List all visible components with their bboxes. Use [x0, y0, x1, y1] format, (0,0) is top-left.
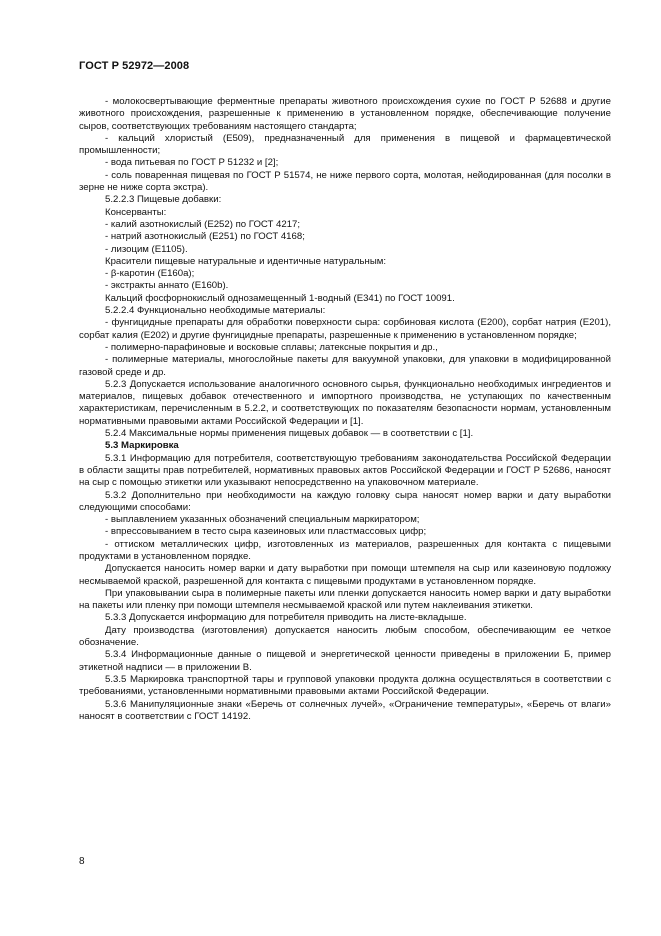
paragraph: Консерванты: — [105, 206, 167, 218]
list-item: - впрессовыванием в тесто сыра казеиновых или пластмассовых цифр; — [105, 526, 427, 538]
list-item: - выплавлением указанных обозначений специальным маркиратором; — [105, 514, 420, 526]
list-item: - калий азотнокислый (Е252) по ГОСТ 4217; — [105, 218, 301, 230]
paragraph: 5.2.3 Допускается использование аналогичного основного сырья, функционально необходимых ингредиентов и материалов, пищевых добавок отечественного и импортного производства, не уступающих по качественным характеристикам, перечисленным в 5.2.2, и соответствующих по показателям безопасности нормам, установленным нормативными правовыми актами Российской Федерации и [1]. — [79, 378, 611, 427]
page-number: 8 — [79, 856, 85, 867]
paragraph: - кальций хлористый (Е509), предназначенный для применения в пищевой и фармацевтической промышленности; — [79, 132, 611, 157]
paragraph: - вода питьевая по ГОСТ Р 51232 и [2]; — [105, 157, 279, 169]
list-item: - β-каротин (Е160а); — [105, 268, 195, 280]
document-header: ГОСТ Р 52972—2008 — [79, 60, 190, 72]
list-item: - полимерно-парафиновые и восковые сплавы; латексные покрытия и др., — [105, 341, 438, 353]
paragraph: 5.3.6 Манипуляционные знаки «Беречь от солнечных лучей», «Ограничение температуры», «Беречь от влаги» наносят в соответствии с ГОСТ 14192. — [79, 698, 611, 722]
paragraph: - соль поваренная пищевая по ГОСТ Р 51574, не ниже первого сорта, молотая, нейодированная (для посолки в зерне не ниже сорта экстра). — [79, 169, 611, 194]
paragraph: 5.3.3 Допускается информацию для потребителя приводить на листе-вкладыше. — [105, 612, 467, 624]
list-item: - лизоцим (Е1105). — [105, 243, 188, 255]
paragraph: 5.3.1 Информацию для потребителя, соответствующую требованиям законодательства Российской Федерации в области защиты прав потребителей, нормативных правовых актов Российской Федерации и ГОСТ Р 52686, наносят на сыр с помощью этикетки или указывают непосредственно на упаковочном материале. — [79, 452, 611, 489]
section-heading: 5.2.2.4 Функционально необходимые материалы: — [105, 305, 326, 317]
section-heading: 5.2.2.3 Пищевые добавки: — [105, 194, 222, 206]
paragraph: 5.3.2 Дополнительно при необходимости на каждую головку сыра наносят номер варки и дату выработки следующими способами: — [79, 489, 611, 513]
paragraph: Дату производства (изготовления) допускается наносить любым способом, обеспечивающим ее четкое обозначение. — [79, 624, 611, 649]
paragraph: При упаковывании сыра в полимерные пакеты или пленки допускается наносить номер варки и дату выработки на пакеты или пленку при помощи штемпеля несмываемой краской или путем наклеивания этикетки. — [79, 587, 611, 612]
paragraph: Красители пищевые натуральные и идентичные натуральным: — [105, 255, 386, 267]
paragraph: 5.3.4 Информационные данные о пищевой и энергетической ценности приведены в приложении Б, пример этикетной надписи — в приложении В. — [79, 649, 611, 673]
list-item: - полимерные материалы, многослойные пакеты для вакуумной упаковки, для упаковки в модифицированной газовой среде и др. — [79, 354, 611, 378]
list-item: - экстракты аннато (Е160b). — [105, 280, 229, 292]
list-item: - оттиском металлических цифр, изготовленных из материалов, разрешенных для контакта с пищевыми продуктами в установленном порядке. — [79, 538, 611, 562]
paragraph: Допускается наносить номер варки и дату выработки при помощи штемпеля на сыр или казеиновую подложку несмываемой краской, разрешенной для контакта с пищевыми продуктами в установленном порядке. — [79, 563, 611, 587]
document-body — [79, 96, 611, 723]
section-title: 5.3 Маркировка — [105, 440, 179, 452]
paragraph: - молокосвертывающие ферментные препараты животного происхождения сухие по ГОСТ Р 52688 и другие животного происхождения, разрешенные к применению в установленном порядке, обеспечивающие получение сыров, соответствующих требованиям настоящего стандарта; — [79, 96, 611, 132]
list-item: - фунгицидные препараты для обработки поверхности сыра: сорбиновая кислота (Е200), сорбат натрия (Е201), сорбат калия (Е202) и другие фунгицидные препараты, разрешенные к применению в установленном порядке; — [79, 317, 611, 341]
paragraph: 5.2.4 Максимальные нормы применения пищевых добавок — в соответствии с [1]. — [105, 428, 474, 440]
paragraph: Кальций фосфорнокислый однозамещенный 1-водный (Е341) по ГОСТ 10091. — [105, 292, 455, 304]
paragraph: 5.3.5 Маркировка транспортной тары и групповой упаковки продукта должна осуществляться в соответствии с требованиями, установленными нормативными правовыми актами Российской Федерации. — [79, 673, 611, 698]
list-item: - натрий азотнокислый (Е251) по ГОСТ 4168; — [105, 231, 305, 243]
